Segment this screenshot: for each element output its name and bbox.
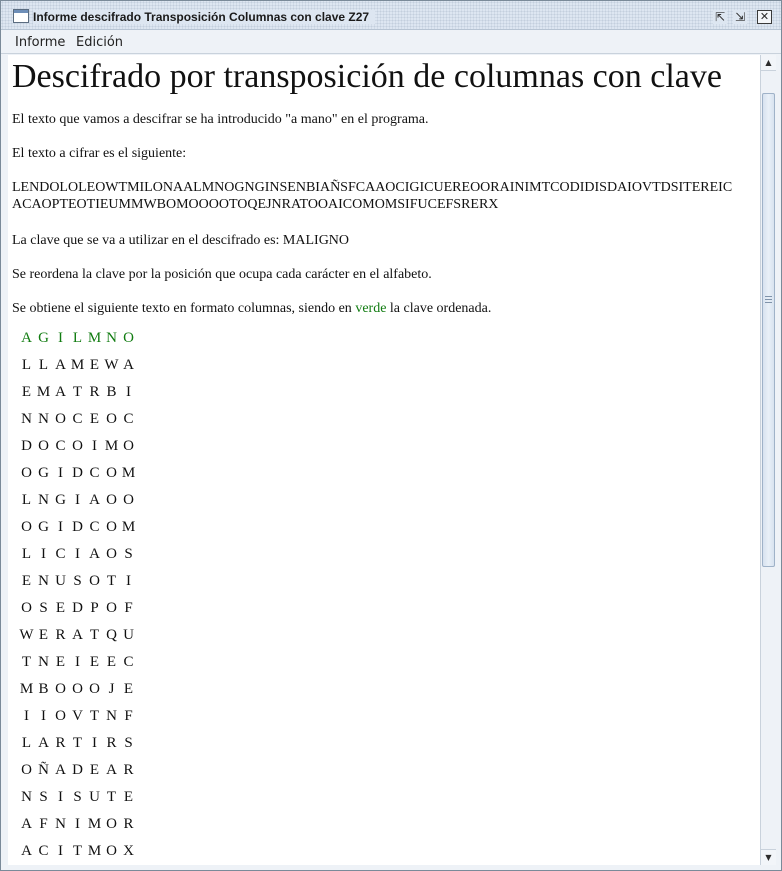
grid-row [18,568,137,595]
grid-cell: L [21,492,32,508]
grid-cell: D [72,465,83,481]
grid-row [18,433,137,460]
grid-cell: I [58,465,63,481]
grid-cell: M [87,843,102,859]
key-letter: G [38,330,49,346]
grid-cell: O [123,492,134,508]
grid-cell: N [106,708,117,724]
grid-cell: I [75,546,80,562]
grid-cell: M [104,438,119,454]
grid-cell: E [55,654,66,670]
grid-cell: B [106,384,117,400]
grid-cell: C [89,465,100,481]
grid-cell: Q [106,627,117,643]
grid-cell: I [92,735,97,751]
grid-cell: L [21,735,32,751]
grid-cell: W [19,627,34,643]
page-title: Descifrado por transposición de columnas con clave [12,58,722,95]
grid-cell: E [123,789,134,805]
grid-cell: A [89,492,100,508]
grid-cell: X [123,843,134,859]
grid-cell: E [55,600,66,616]
grid-row [18,730,137,757]
grid-cell: O [89,681,100,697]
grid-cell: P [90,600,99,616]
grid-cell: T [72,843,83,859]
grid-cell: I [75,816,80,832]
grid-row [18,811,137,838]
grid-cell: C [55,546,66,562]
menu-bar [1,30,781,54]
key-letter: O [123,330,134,346]
columns-paragraph [12,300,491,317]
grid-cell: R [123,816,134,832]
scroll-thumb[interactable] [762,93,775,567]
grid-cell: I [58,843,63,859]
grid-cell: M [19,681,34,697]
grid-cell: I [58,789,63,805]
key-paragraph: La clave que se va a utilizar en el descifrado es: MALIGNO [12,233,350,248]
menu-edicion[interactable]: Edición [76,35,124,50]
grid-cell: C [72,411,83,427]
scroll-down-arrow-icon[interactable]: ▼ [761,849,776,865]
grid-row [18,838,137,865]
grid-cell: M [36,384,51,400]
grid-cell: R [106,735,117,751]
grid-cell: O [55,708,66,724]
grid-cell: A [72,627,83,643]
grid-cell: Ñ [38,762,49,778]
grid-cell: F [124,600,133,616]
grid-cell: A [106,762,117,778]
cipher-line-2: ACAOPTEOTIEUMMWBOMOOOOTOQEJNRATOOAICOMOMSIFUCEFSRERX [12,197,499,212]
grid-cell: A [55,357,66,373]
grid-cell: O [106,600,117,616]
grid-row [18,379,137,406]
grid-cell: N [38,573,49,589]
grid-cell: S [39,600,48,616]
grid-cell: U [123,627,134,643]
grid-row [18,595,137,622]
key-letter: I [58,330,63,346]
grid-cell: A [38,735,49,751]
grid-cell: T [72,735,83,751]
columns-text-after: la clave ordenada. [386,301,492,316]
grid-row [18,622,137,649]
grid-cell: E [106,654,117,670]
grid-cell: O [21,465,32,481]
grid-cell: M [121,519,136,535]
grid-cell: O [89,573,100,589]
grid-row [18,406,137,433]
grid-cell: B [38,681,49,697]
grid-cell: O [106,411,117,427]
grid-cell: O [55,411,66,427]
grid-row [18,514,137,541]
grid-cell: I [24,708,29,724]
cipher-line-1: LENDOLOLEOWTMILONAALMNOGNGINSENBIAÑSFCAAOCIGICUEREOORAINIMTCODIDISDAIOVTDSITEREIC [12,180,733,195]
grid-cell: C [123,654,134,670]
grid-cell: W [104,357,119,373]
grid-row [18,784,137,811]
grid-cell: M [121,465,136,481]
grid-cell: V [72,708,83,724]
key-letter: M [87,330,102,346]
grid-cell: I [41,546,46,562]
grid-cell: O [72,438,83,454]
grid-cell: S [73,573,82,589]
key-letter: N [106,330,117,346]
key-row [18,325,137,352]
grid-cell: I [92,438,97,454]
report-content [8,55,760,865]
key-letter: L [72,330,83,346]
grid-cell: A [55,762,66,778]
grid-cell: L [21,546,32,562]
grid-cell: A [55,384,66,400]
grid-cell: O [106,465,117,481]
minimize-button[interactable]: ⇱ [714,10,726,24]
grid-cell: M [70,357,85,373]
grid-cell: O [106,519,117,535]
grid-row [18,649,137,676]
grid-cell: C [123,411,134,427]
reorder-paragraph: Se reordena la clave por la posición que ocupa cada carácter en el alfabeto. [12,267,432,282]
grid-cell: E [21,573,32,589]
grid-cell: O [55,681,66,697]
grid-cell: T [21,654,32,670]
grid-row [18,487,137,514]
grid-cell: T [72,384,83,400]
grid-cell: N [38,654,49,670]
grid-cell: J [108,681,115,697]
grid-cell: S [124,546,133,562]
grid-cell: N [38,492,49,508]
grid-cell: O [106,546,117,562]
cipher-text [12,179,732,213]
grid-cell: O [106,843,117,859]
grid-cell: O [21,600,32,616]
grid-cell: F [39,816,48,832]
title-bar[interactable] [1,1,781,30]
grid-cell: G [55,492,66,508]
grid-cell: D [72,762,83,778]
grid-row [18,757,137,784]
green-word: verde [355,301,387,316]
grid-cell: I [126,573,131,589]
grid-cell: A [21,843,32,859]
grid-cell: E [38,627,49,643]
grid-row [18,676,137,703]
grid-cell: I [75,492,80,508]
grid-cell: A [89,546,100,562]
grid-cell: E [123,681,134,697]
grid-cell: O [21,519,32,535]
grid-cell: N [55,816,66,832]
grid-cell: C [55,438,66,454]
grid-cell: I [75,654,80,670]
grid-cell: R [123,762,134,778]
grid-cell: D [72,519,83,535]
grid-cell: L [38,357,49,373]
grid-cell: O [106,492,117,508]
column-grid [18,325,137,865]
grid-cell: O [123,438,134,454]
grid-cell: A [21,816,32,832]
grid-row [18,460,137,487]
maximize-button[interactable]: ⇲ [734,10,746,24]
grid-cell: N [21,411,32,427]
grid-cell: G [38,519,49,535]
grid-cell: O [72,681,83,697]
grid-cell: E [89,357,100,373]
grid-cell: C [89,519,100,535]
grid-cell: I [126,384,131,400]
grid-cell: A [123,357,134,373]
grid-cell: U [89,789,100,805]
grid-cell: R [89,384,100,400]
grid-cell: D [72,600,83,616]
grid-cell: I [41,708,46,724]
grid-cell: L [21,357,32,373]
vertical-scrollbar[interactable] [760,55,776,865]
grid-cell: O [21,762,32,778]
window-icon [13,9,29,23]
grid-cell: O [38,438,49,454]
grid-cell: C [38,843,49,859]
grid-cell: I [58,519,63,535]
grid-row [18,541,137,568]
grid-cell: M [87,816,102,832]
intro-paragraph: El texto que vamos a descifrar se ha introducido "a mano" en el programa. [12,112,429,127]
thumb-grip-icon [765,296,772,304]
grid-cell: R [55,735,66,751]
grid-cell: D [21,438,32,454]
grid-cell: E [89,654,100,670]
window-title: Informe descifrado Transposición Columnas con clave Z27 [33,10,375,24]
grid-cell: E [89,762,100,778]
grid-cell: S [124,735,133,751]
grid-cell: E [89,411,100,427]
grid-cell: N [21,789,32,805]
grid-cell: E [21,384,32,400]
grid-cell: N [38,411,49,427]
cipher-label: El texto a cifrar es el siguiente: [12,146,187,161]
grid-cell: S [73,789,82,805]
grid-cell: T [89,708,100,724]
grid-row [18,703,137,730]
grid-cell: T [106,573,117,589]
grid-cell: U [55,573,66,589]
grid-cell: S [39,789,48,805]
grid-cell: O [106,816,117,832]
grid-cell: G [38,465,49,481]
columns-text-before: Se obtiene el siguiente texto en formato columnas, siendo en [12,301,356,316]
grid-row [18,352,137,379]
grid-cell: R [55,627,66,643]
grid-cell: F [124,708,133,724]
grid-cell: T [106,789,117,805]
key-letter: A [21,330,32,346]
grid-cell: T [89,627,100,643]
menu-informe[interactable]: Informe [15,35,66,50]
scroll-up-arrow-icon[interactable]: ▲ [761,55,776,71]
close-button[interactable]: ✕ [757,10,772,24]
